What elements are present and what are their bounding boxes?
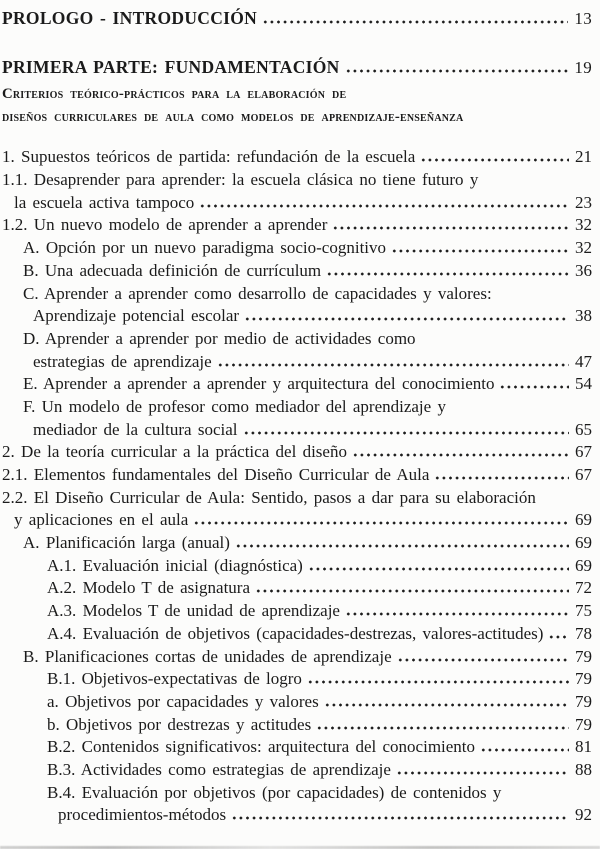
toc-row bbox=[2, 7, 592, 30]
toc-page-number: 38 bbox=[575, 306, 592, 326]
toc-row bbox=[2, 600, 592, 623]
toc-entry-text: B. Planificaciones cortas de unidades de aprendizaje bbox=[23, 646, 392, 666]
toc-row bbox=[2, 623, 592, 646]
dot-leader bbox=[499, 385, 569, 389]
toc-page-number: 92 bbox=[575, 805, 592, 825]
toc-entry-text: Criterios teórico-prácticos para la elaboración de bbox=[2, 86, 347, 103]
toc-page-number: 69 bbox=[575, 510, 592, 530]
toc-entry-text: 2.1. Elementos fundamentales del Diseño Curricular de Aula bbox=[2, 465, 430, 484]
toc-page-number: 79 bbox=[575, 691, 592, 711]
toc-page-number: 79 bbox=[575, 646, 592, 666]
toc-entry-text: diseños curriculares de aula como modelos de aprendizaje-enseñanza bbox=[2, 109, 464, 126]
toc-entry-text: A.2. Modelo T de asignatura bbox=[47, 578, 250, 598]
toc-entry-text: A.3. Modelos T de unidad de aprendizaje bbox=[47, 601, 340, 621]
toc-row bbox=[2, 328, 592, 351]
toc-row bbox=[2, 373, 592, 396]
dot-leader bbox=[332, 226, 569, 230]
toc-entry-text: y aplicaciones en el aula bbox=[14, 510, 189, 530]
dot-leader bbox=[235, 544, 569, 548]
toc-page-number: 69 bbox=[575, 555, 592, 575]
dot-leader bbox=[480, 748, 569, 752]
dot-leader bbox=[391, 249, 569, 253]
toc-page-number: 32 bbox=[575, 238, 592, 258]
toc-row bbox=[2, 214, 592, 237]
toc-page-number: 88 bbox=[575, 759, 592, 779]
toc-entry-text: B.1. Objetivos-expectativas de logro bbox=[47, 669, 302, 689]
dot-leader bbox=[243, 431, 569, 435]
toc-entry-text: mediador de la cultura social bbox=[33, 419, 238, 439]
dot-leader bbox=[396, 771, 569, 775]
toc-entry-text: C. Aprender a aprender como desarrollo de capacidades y valores: bbox=[23, 283, 492, 303]
toc-row bbox=[2, 759, 592, 782]
toc-row bbox=[2, 532, 592, 555]
toc-entry-text: B. Una adecuada definición de currículum bbox=[23, 260, 322, 280]
dot-leader bbox=[352, 453, 569, 457]
toc-page-number: 72 bbox=[575, 578, 592, 598]
toc-row bbox=[2, 192, 592, 215]
toc-row bbox=[2, 691, 592, 714]
toc-page-number: 78 bbox=[575, 623, 592, 643]
toc-entry-text: estrategias de aprendizaje bbox=[33, 351, 212, 371]
toc-entry-text: F. Un modelo de profesor como mediador del aprendizaje y bbox=[23, 396, 446, 416]
toc-page-number: 69 bbox=[575, 533, 592, 553]
toc-entry-text: D. Aprender a aprender por medio de actividades como bbox=[23, 328, 416, 348]
toc-page-number: 67 bbox=[575, 442, 592, 462]
toc-row bbox=[2, 419, 592, 442]
toc-page-number: 21 bbox=[575, 147, 592, 167]
dot-leader bbox=[244, 317, 569, 321]
dot-leader bbox=[324, 703, 569, 707]
toc-entry-text: A.4. Evaluación de objetivos (capacidades-destrezas, valores-actitudes) bbox=[47, 623, 544, 643]
toc-entry-text: B.3. Actividades como estrategias de aprendizaje bbox=[47, 759, 391, 779]
toc-row bbox=[2, 668, 592, 691]
toc-row bbox=[2, 260, 592, 283]
toc-page-number: 67 bbox=[575, 465, 592, 484]
dot-leader bbox=[345, 612, 569, 616]
dot-leader bbox=[397, 658, 569, 662]
toc-row bbox=[2, 714, 592, 737]
toc-entry-text: 2.2. El Diseño Curricular de Aula: Sentido, pasos a dar para su elaboración bbox=[2, 487, 536, 507]
dot-leader bbox=[420, 158, 569, 162]
toc-row bbox=[2, 646, 592, 669]
toc-page-number: 79 bbox=[575, 669, 592, 689]
dot-leader bbox=[231, 816, 569, 820]
toc-entry-text: A. Planificación larga (anual) bbox=[23, 533, 230, 553]
toc-row bbox=[2, 83, 592, 106]
toc-entry-text: PROLOGO - INTRODUCCIÓN bbox=[2, 8, 258, 28]
toc-row bbox=[2, 146, 592, 169]
toc-page-number: 79 bbox=[575, 714, 592, 734]
dot-leader bbox=[345, 69, 569, 73]
toc-list bbox=[2, 7, 592, 827]
toc-row bbox=[2, 351, 592, 374]
toc-row bbox=[2, 169, 592, 192]
toc-entry-text: la escuela activa tampoco bbox=[14, 192, 195, 212]
toc-entry-text: 1.2. Un nuevo modelo de aprender a aprender bbox=[2, 215, 328, 235]
toc-page-number: 23 bbox=[575, 192, 592, 212]
toc-entry-text: A.1. Evaluación inicial (diagnóstica) bbox=[47, 555, 303, 575]
toc-entry-text: b. Objetivos por destrezas y actitudes bbox=[47, 714, 312, 734]
toc-row bbox=[2, 237, 592, 260]
toc-row bbox=[2, 441, 592, 464]
toc-row bbox=[2, 56, 592, 79]
dot-leader bbox=[255, 589, 569, 593]
dot-leader bbox=[193, 521, 569, 525]
toc-page-number: 13 bbox=[574, 9, 592, 28]
toc-entry-text: Aprendizaje potencial escolar bbox=[33, 306, 240, 326]
toc-row bbox=[2, 736, 592, 759]
dot-leader bbox=[307, 680, 569, 684]
toc-row bbox=[2, 487, 592, 510]
toc-page-number: 75 bbox=[575, 601, 592, 621]
toc-row bbox=[2, 396, 592, 419]
dot-leader bbox=[262, 20, 568, 24]
toc-page-number: 81 bbox=[575, 737, 592, 757]
toc-row bbox=[2, 106, 592, 129]
dot-leader bbox=[326, 272, 569, 276]
toc-page-number: 47 bbox=[575, 351, 592, 371]
toc-page-number: 32 bbox=[575, 215, 592, 235]
dot-leader bbox=[548, 635, 569, 639]
toc-page-number: 54 bbox=[575, 374, 592, 394]
toc-entry-text: a. Objetivos por capacidades y valores bbox=[47, 691, 319, 711]
toc-row bbox=[2, 782, 592, 805]
toc-row bbox=[2, 577, 592, 600]
toc-entry-text: B.4. Evaluación por objetivos (por capacidades) de contenidos y bbox=[47, 782, 502, 802]
toc-entry-text: A. Opción por un nuevo paradigma socio-cognitivo bbox=[23, 238, 387, 258]
dot-leader bbox=[217, 363, 569, 367]
toc-entry-text: PRIMERA PARTE: FUNDAMENTACIÓN bbox=[2, 56, 340, 77]
toc-entry-text: 1.1. Desaprender para aprender: la escuela clásica no tiene futuro y bbox=[2, 170, 479, 190]
toc-entry-text: B.2. Contenidos significativos: arquitectura del conocimiento bbox=[47, 737, 476, 757]
toc-entry-text: procedimientos-métodos bbox=[58, 805, 227, 825]
toc-entry-text: 1. Supuestos teóricos de partida: refundación de la escuela bbox=[2, 147, 416, 167]
toc-entry-text: 2. De la teoría curricular a la práctica del diseño bbox=[2, 442, 347, 462]
toc-row bbox=[2, 305, 592, 328]
toc-page-number: 36 bbox=[575, 260, 592, 280]
dot-leader bbox=[316, 726, 569, 730]
toc-row bbox=[2, 283, 592, 306]
toc-entry-text: E. Aprender a aprender a aprender y arquitectura del conocimiento bbox=[23, 374, 495, 394]
dot-leader bbox=[199, 204, 569, 208]
dot-leader bbox=[308, 567, 569, 571]
toc-row bbox=[2, 464, 592, 487]
dot-leader bbox=[434, 476, 569, 480]
toc-row bbox=[2, 555, 592, 578]
toc-row bbox=[2, 509, 592, 532]
toc-page-number: 65 bbox=[575, 419, 592, 439]
toc-page-number: 19 bbox=[574, 57, 592, 77]
toc-row bbox=[2, 804, 592, 827]
